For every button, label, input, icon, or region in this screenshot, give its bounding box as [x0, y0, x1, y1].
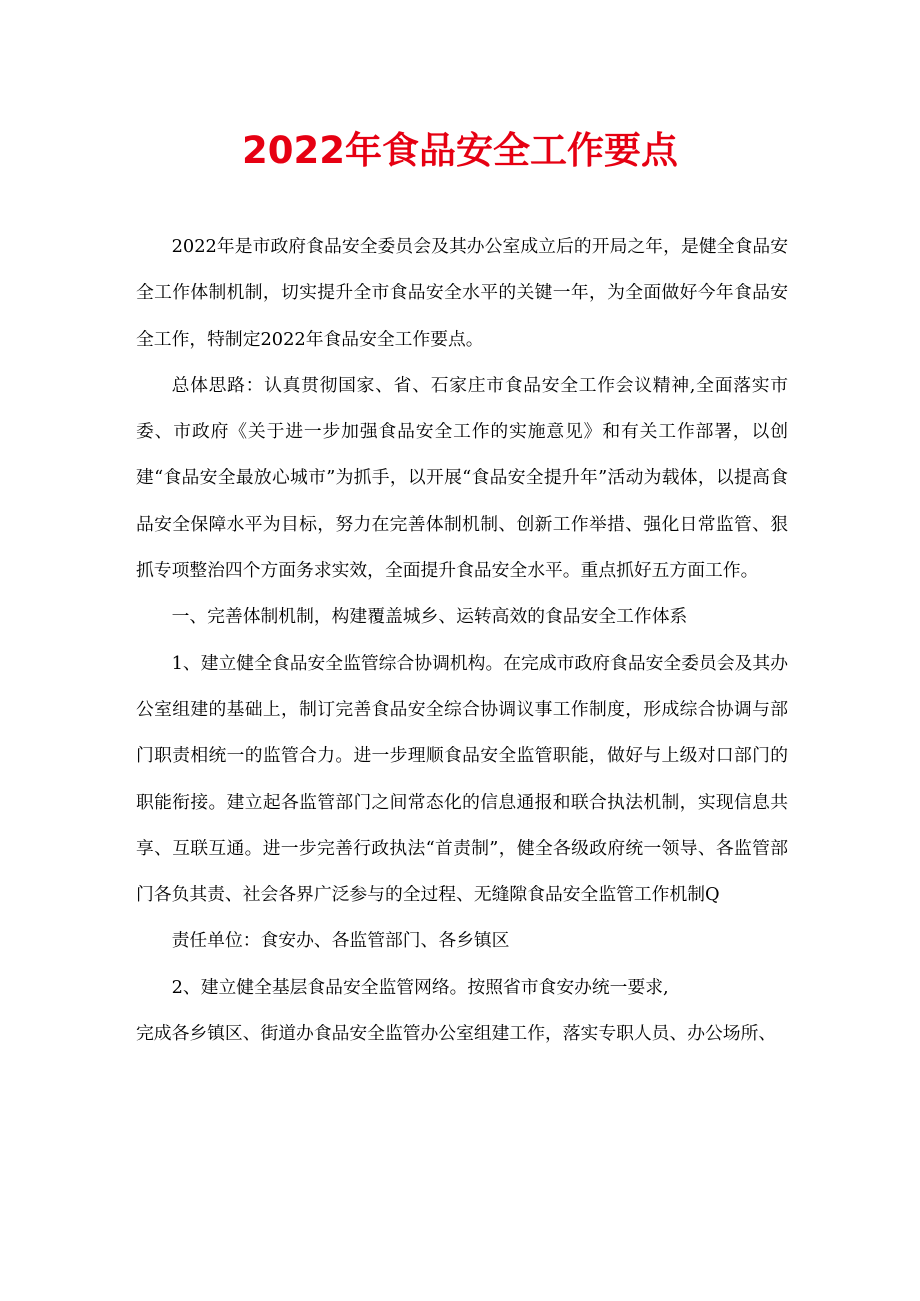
paragraph-item-2-continued: 完成各乡镇区、街道办食品安全监管办公室组建工作，落实专职人员、办公场所、: [136, 1023, 777, 1045]
paragraph-item-2: 2、建立健全基层食品安全监管网络。按照省市食安办统一要求,: [171, 976, 669, 998]
document-body: [136, 224, 788, 1057]
responsible-units: 责任单位：食安办、各监管部门、各乡镇区: [171, 930, 510, 952]
section-heading-1: 一、完善体制机制，构建覆盖城乡、运转高效的食品安全工作体系: [171, 606, 688, 628]
paragraph-intro: 2022年是市政府食品安全委员会及其办公室成立后的开局之年，是健全食品安全工作体制机制，切实提升全市食品安全水平的关键一年，为全面做好今年食品安全工作，特制定2022年食品安全工作要点。: [136, 236, 788, 350]
paragraph-overall-approach: 总体思路：认真贯彻国家、省、石家庄市食品安全工作会议精神,全面落实市委、市政府《关于进一步加强食品安全工作的实施意见》和有关工作部署，以创建“食品安全最放心城市”为抓手，以开展“食品安全提升年”活动为载体，以提高食品安全保障水平为目标，努力在完善体制机制、创新工作举措、强化日常监管、狠抓专项整治四个方面务求实效，全面提升食品安全水平。重点抓好五方面工作。: [136, 374, 788, 582]
paragraph-item-1: 1、建立健全食品安全监管综合协调机构。在完成市政府食品安全委员会及其办公室组建的基础上，制订完善食品安全综合协调议事工作制度，形成综合协调与部门职责相统一的监管合力。进一步理顺食品安全监管职能，做好与上级对口部门的职能衔接。建立起各监管部门之间常态化的信息通报和联合执法机制，实现信息共享、互联互通。进一步完善行政执法“首责制”，健全各级政府统一领导、各监管部门各负其责、社会各界广泛参与的全过程、无缝隙食品安全监管工作机制Q: [136, 652, 788, 906]
document-title: 2022年食品安全工作要点: [242, 129, 678, 172]
